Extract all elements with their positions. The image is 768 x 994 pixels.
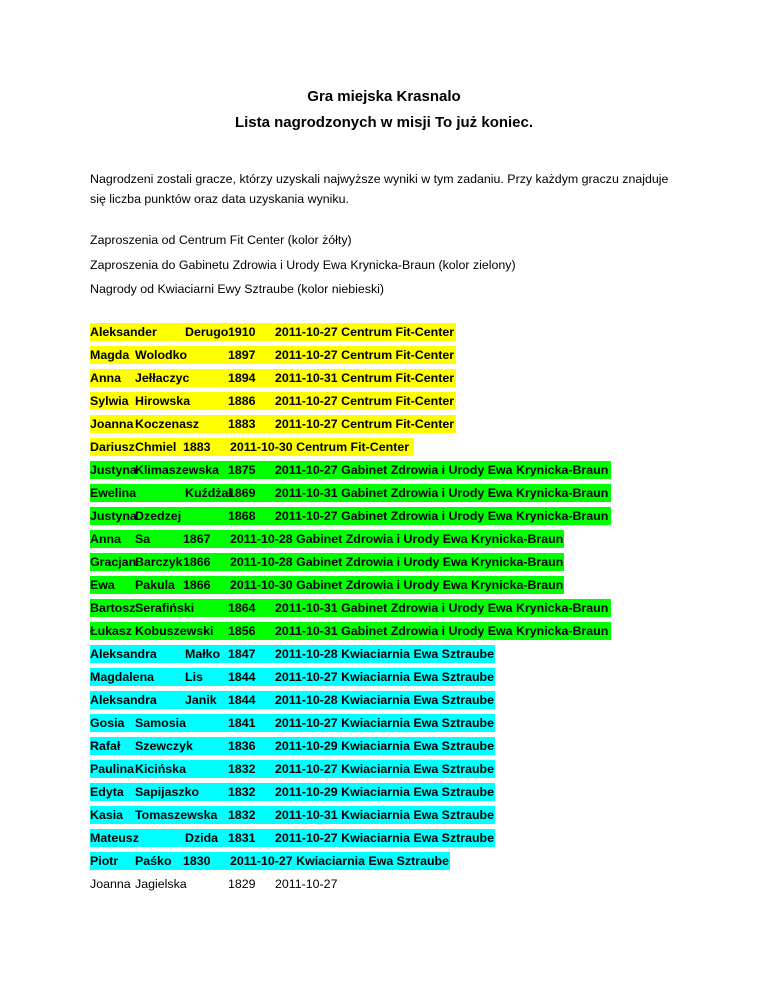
- winner-points: 1844: [228, 670, 256, 684]
- winner-last-name: Samosia: [135, 716, 186, 730]
- winner-date-prize: 2011-10-28 Kwiaciarnia Ewa Sztraube: [275, 647, 495, 661]
- winner-row: [90, 622, 611, 640]
- winner-points: 1894: [228, 371, 256, 385]
- winner-row: [90, 484, 611, 502]
- winner-points: 1867: [183, 532, 211, 546]
- winner-points: 1847: [228, 647, 256, 661]
- winner-points: 1844: [228, 693, 256, 707]
- winner-last-name: Kicińska: [135, 762, 186, 776]
- winner-date-prize: 2011-10-27 Kwiaciarnia Ewa Sztraube: [275, 831, 495, 845]
- winner-points: 1875: [228, 463, 256, 477]
- winner-first-name: Rafał: [90, 739, 121, 753]
- winner-points: 1831: [228, 831, 256, 845]
- winner-first-name: Piotr: [90, 854, 119, 868]
- winner-date-prize: 2011-10-28 Gabinet Zdrowia i Urody Ewa Krynicka-Braun: [230, 532, 564, 546]
- winner-row: [90, 852, 450, 870]
- winner-row: [90, 530, 564, 548]
- winner-last-name: Hirowska: [135, 394, 191, 408]
- winner-first-name: Kasia: [90, 808, 124, 822]
- winner-row: [90, 645, 495, 663]
- winner-points: 1856: [228, 624, 256, 638]
- winner-date-prize: 2011-10-27 Gabinet Zdrowia i Urody Ewa Krynicka-Braun: [275, 463, 609, 477]
- winner-date-prize: 2011-10-27 Kwiaciarnia Ewa Sztraube: [275, 762, 495, 776]
- winner-points: 1869: [228, 486, 256, 500]
- winner-row: [90, 714, 495, 732]
- winner-points: 1866: [183, 578, 211, 592]
- winner-first-name: Anna: [90, 371, 121, 385]
- winner-last-name: Serafiński: [135, 601, 195, 615]
- winner-first-name: Sylwia: [90, 394, 129, 408]
- winner-first-name: Magda: [90, 348, 130, 362]
- winner-last-name: Pakula: [135, 578, 175, 592]
- winner-row: [90, 507, 611, 525]
- winner-last-name: Klimaszewska: [135, 463, 220, 477]
- winner-date-prize: 2011-10-29 Kwiaciarnia Ewa Sztraube: [275, 739, 495, 753]
- winner-points: 1886: [228, 394, 256, 408]
- winner-last-name: Kobuszewski: [135, 624, 214, 638]
- winner-first-name: Joanna: [90, 877, 131, 891]
- winner-row: [90, 760, 495, 778]
- winner-first-name: Dariusz: [90, 440, 135, 454]
- winner-points: 1883: [228, 417, 256, 431]
- winner-row: [90, 461, 611, 479]
- winner-first-name: Aleksandra: [90, 647, 157, 661]
- winner-date-prize: 2011-10-27 Centrum Fit-Center: [275, 348, 455, 362]
- winner-first-name: Ewa: [90, 578, 115, 592]
- winner-points: 1910: [228, 325, 256, 339]
- winner-last-name: Dzida: [185, 831, 219, 845]
- winner-points: 1864: [228, 601, 256, 615]
- winner-row: [90, 668, 495, 686]
- winner-date-prize: 2011-10-31 Gabinet Zdrowia i Urody Ewa Krynicka-Braun: [275, 624, 609, 638]
- winner-first-name: Magdalena: [90, 670, 155, 684]
- winner-first-name: Bartosz: [90, 601, 136, 615]
- winner-row: [90, 323, 456, 341]
- winner-row: [90, 783, 495, 801]
- winner-last-name: Jełłaczyc: [135, 371, 190, 385]
- winner-row: [90, 438, 414, 456]
- winner-row: [90, 392, 456, 410]
- winner-last-name: Chmiel: [135, 440, 177, 454]
- winner-date-prize: 2011-10-29 Kwiaciarnia Ewa Sztraube: [275, 785, 495, 799]
- winner-last-name: Barczyk: [135, 555, 183, 569]
- winner-row: [90, 875, 350, 893]
- winner-date-prize: 2011-10-28 Gabinet Zdrowia i Urody Ewa Krynicka-Braun: [230, 555, 564, 569]
- winner-date-prize: 2011-10-28 Kwiaciarnia Ewa Sztraube: [275, 693, 495, 707]
- winner-first-name: Gosia: [90, 716, 125, 730]
- winner-first-name: Edyta: [90, 785, 124, 799]
- winner-points: 1868: [228, 509, 256, 523]
- winner-date-prize: 2011-10-31 Gabinet Zdrowia i Urody Ewa Krynicka-Braun: [275, 486, 609, 500]
- winner-points: 1841: [228, 716, 256, 730]
- winner-points: 1832: [228, 762, 256, 776]
- winner-date-prize: 2011-10-27 Centrum Fit-Center: [275, 325, 455, 339]
- winner-points: 1866: [183, 555, 211, 569]
- winner-first-name: Łukasz: [90, 624, 133, 638]
- winner-last-name: Szewczyk: [135, 739, 193, 753]
- winner-last-name: Lis: [185, 670, 203, 684]
- winner-first-name: Joanna: [90, 417, 134, 431]
- winner-date-prize: 2011-10-27 Gabinet Zdrowia i Urody Ewa Krynicka-Braun: [275, 509, 609, 523]
- legend-yellow: Zaproszenia od Centrum Fit Center (kolor żółty): [90, 233, 352, 247]
- winner-row: [90, 691, 495, 709]
- winner-points: 1836: [228, 739, 256, 753]
- winner-points: 1829: [228, 877, 256, 891]
- document-title: Gra miejska Krasnalo: [307, 88, 461, 105]
- winner-date-prize: 2011-10-27 Centrum Fit-Center: [275, 417, 455, 431]
- winner-row: [90, 415, 456, 433]
- winner-row: [90, 553, 564, 571]
- winner-date-prize: 2011-10-27 Kwiaciarnia Ewa Sztraube: [275, 670, 495, 684]
- winner-first-name: Aleksander: [90, 325, 157, 339]
- winner-date-prize: 2011-10-27 Centrum Fit-Center: [275, 394, 455, 408]
- winner-last-name: Koczenasz: [135, 417, 200, 431]
- winner-first-name: Justyna: [90, 463, 137, 477]
- winner-points: 1897: [228, 348, 256, 362]
- winner-row: [90, 599, 611, 617]
- winner-last-name: Kuźdżał: [185, 486, 232, 500]
- winner-last-name: Małko: [185, 647, 221, 661]
- winner-first-name: Aleksandra: [90, 693, 157, 707]
- winner-last-name: Jagielska: [135, 877, 187, 891]
- winner-date-prize: 2011-10-27: [275, 877, 338, 891]
- winner-last-name: Janik: [185, 693, 217, 707]
- winner-first-name: Anna: [90, 532, 121, 546]
- winner-row: [90, 576, 564, 594]
- winner-first-name: Ewelina: [90, 486, 137, 500]
- winner-last-name: Dzedzej: [135, 509, 182, 523]
- legend-cyan: Nagrody od Kwiaciarni Ewy Sztraube (kolor niebieski): [90, 282, 385, 296]
- winner-first-name: Paulina: [90, 762, 135, 776]
- winner-row: [90, 737, 495, 755]
- legend-green: Zaproszenia do Gabinetu Zdrowia i Urody Ewa Krynicka-Braun (kolor zielony): [90, 258, 516, 272]
- winner-row: [90, 346, 456, 364]
- winner-date-prize: 2011-10-27 Kwiaciarnia Ewa Sztraube: [275, 716, 495, 730]
- winner-first-name: Mateusz: [90, 831, 139, 845]
- winner-last-name: Sapijaszko: [135, 785, 200, 799]
- winner-row: [90, 369, 456, 387]
- winner-last-name: Wolodko: [135, 348, 188, 362]
- winner-last-name: Tomaszewska: [135, 808, 218, 822]
- winner-points: 1830: [183, 854, 211, 868]
- winner-date-prize: 2011-10-27 Kwiaciarnia Ewa Sztraube: [230, 854, 450, 868]
- winner-row: [90, 829, 495, 847]
- winner-points: 1832: [228, 808, 256, 822]
- winner-date-prize: 2011-10-31 Kwiaciarnia Ewa Sztraube: [275, 808, 495, 822]
- winner-first-name: Gracjan: [90, 555, 137, 569]
- winner-points: 1832: [228, 785, 256, 799]
- winner-row: [90, 806, 495, 824]
- winner-points: 1883: [183, 440, 211, 454]
- intro-paragraph: Nagrodzeni zostali gracze, którzy uzyskali najwyższe wyniki w tym zadaniu. Przy każdym graczu znajduje się liczba punktów oraz data uzyskania wyniku.: [90, 172, 669, 206]
- winner-date-prize: 2011-10-31 Centrum Fit-Center: [275, 371, 455, 385]
- winner-last-name: Derugo: [185, 325, 229, 339]
- winner-last-name: Paśko: [135, 854, 172, 868]
- winner-date-prize: 2011-10-31 Gabinet Zdrowia i Urody Ewa Krynicka-Braun: [275, 601, 609, 615]
- winner-last-name: Sa: [135, 532, 151, 546]
- winner-date-prize: 2011-10-30 Gabinet Zdrowia i Urody Ewa Krynicka-Braun: [230, 578, 564, 592]
- document-subtitle: Lista nagrodzonych w misji To już koniec.: [234, 114, 534, 131]
- winner-first-name: Justyna: [90, 509, 137, 523]
- winner-date-prize: 2011-10-30 Centrum Fit-Center: [230, 440, 410, 454]
